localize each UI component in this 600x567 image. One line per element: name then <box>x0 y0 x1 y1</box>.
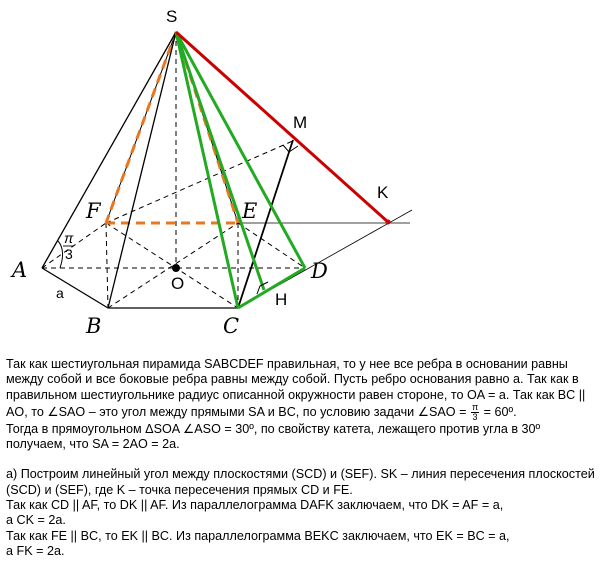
label-s: S <box>166 7 178 26</box>
green-sc <box>176 32 238 308</box>
spacer <box>6 452 598 467</box>
fraction-num: π <box>471 401 479 412</box>
paragraph-1-end: = 60º. <box>483 404 517 419</box>
paragraph-3: а) Построим линейный угол между плоскостями (SCD) и (SEF). SK – линия пересечения плоскостей (SCD) и (SEF), где K – точка пересечения прямых CD и FE. <box>6 467 595 497</box>
paragraph-5: а CK = 2a. <box>6 513 66 528</box>
label-side-a: a <box>56 285 64 301</box>
paragraph-1-text: Так как шестиугольная пирамида SABCDEF правильная, то у нее все ребра в основании равны между собой и все боковые ребра равны между собой. Пусть ребро основания равно a. Так как в правильном шестиугольнике радиус описанной окружности равен стороне, то OA = a. Так как BC || AO, то ∠SAO – это угол между прямыми SA и BC, по условию задачи ∠SAO = <box>6 357 586 419</box>
paragraph-4: Так как CD || AF, то DK || AF. Из параллелограмма DAFK заключаем, что DK = AF = a, <box>6 498 504 513</box>
green-sd <box>176 32 308 268</box>
angle-label-den: 3 <box>65 246 73 262</box>
paragraph-1 <box>6 357 598 422</box>
point-k <box>386 220 391 225</box>
label-a: A <box>12 258 28 282</box>
label-b: B <box>86 314 102 338</box>
label-c: C <box>223 314 240 338</box>
point-o <box>172 264 180 272</box>
label-k: K <box>377 183 389 202</box>
angle-arc-a <box>58 241 63 268</box>
edge-sb <box>108 32 176 308</box>
paragraph-2: Тогда в прямоугольном ΔSOA ∠ASO = 30º, по свойству катета, лежащего против угла в 30º получаем, что SA = 2AO = 2a. <box>6 421 541 452</box>
line-fm <box>106 140 295 223</box>
label-f: F <box>86 199 101 223</box>
paragraph-7: а FK = 2a. <box>6 543 65 558</box>
label-h: H <box>275 290 288 309</box>
label-e: E <box>242 199 258 223</box>
base-af <box>42 223 106 268</box>
fraction-pi-over-3 <box>471 403 479 422</box>
solution-text <box>6 357 598 559</box>
base-ab <box>42 268 108 308</box>
label-m: M <box>293 113 308 132</box>
green-cd <box>238 268 305 308</box>
edge-sa <box>42 32 176 268</box>
angle-label-num: π <box>64 230 74 246</box>
base-fb <box>106 223 108 308</box>
label-d: D <box>311 259 328 283</box>
paragraph-6: Так как FE || BC, то EK || BC. Из параллелограмма BEKC заключаем, что EK = BC = a, <box>6 528 510 543</box>
fraction-den: 3 <box>472 411 478 422</box>
label-o: O <box>171 274 185 293</box>
